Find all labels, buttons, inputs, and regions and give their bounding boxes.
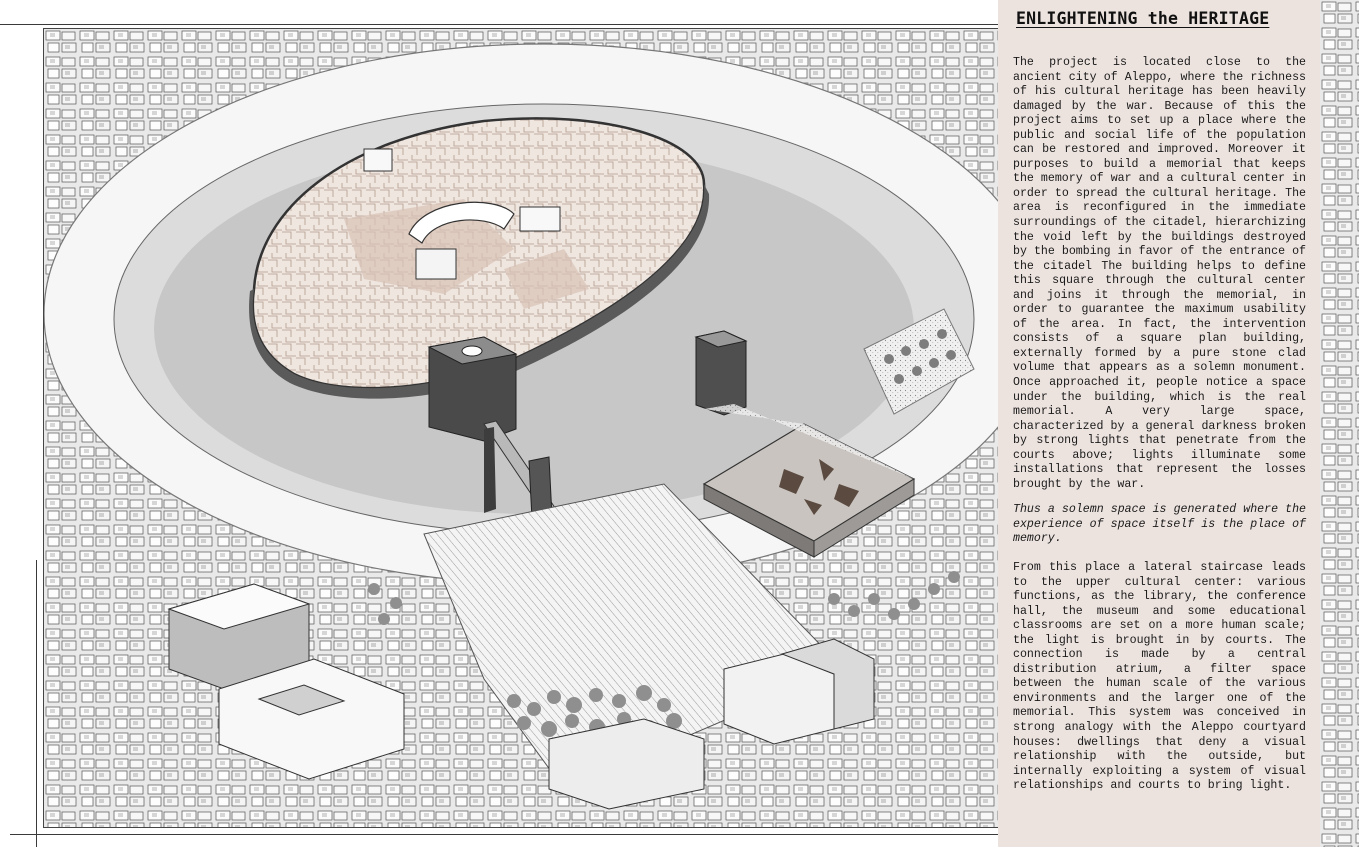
entrance-tower-opening — [462, 346, 482, 356]
axonometric-site-drawing — [43, 28, 1001, 828]
site-plan-svg — [44, 29, 1000, 827]
description-paragraph: The project is located close to the ancient city of Aleppo, where the richness of his cultural heritage has been heavily damaged by the war. Because of this the project aims to set up a place where the public and social life of the population can be restored and improved. Moreover it purposes to build a memorial that keeps the memory of war and a cultural center in order to spread the cultural heritage. The area is reconfigured in the immediate surroundings of the citadel, hierarchizing the void left by the buildings destroyed by the bombing in favor of the entrance of the citadel The building helps to define this square through the cultural center and joins it through the memorial, in order to guarantee the maximum usability of the area. In fact, the intervention consists of a square plan building, externally formed by a pure stone clad volume that appears as a solemn monument. Once approached it, people notice a space under the building, which is the real memorial. A very large space, characterized by a general darkness broken by strong lights that penetrate from the courts above; lights illuminate some installations that represent the losses brought by the war. — [1013, 56, 1306, 491]
right-edge-strip — [1320, 0, 1359, 847]
description-paragraph: From this place a lateral staircase leads to the upper cultural center: various functions, as the library, the conference hall, the museum and some educational classrooms are set on a more human scale; the light is brought in by courts. The connection is made by a central distribution atrium, a filter space between the human scale of the various environments and the larger one of the memorial. This system was conceived in strong analogy with the Aleppo courtyard houses: dwellings that deny a visual relationship with the outside, but internally exploiting a system of visual relationships and courts to bring light. — [1013, 561, 1306, 793]
citadel-building — [364, 149, 392, 171]
frame-line-left — [36, 560, 37, 847]
bridge-pier — [484, 427, 496, 513]
frame-line-bottom — [10, 834, 998, 835]
description-paragraph-italic: Thus a solemn space is generated where the experience of space itself is the place of memory. — [1013, 503, 1306, 546]
description-panel — [998, 0, 1320, 847]
right-edge-city-svg — [1320, 0, 1359, 847]
frame-line-top — [0, 24, 1000, 25]
panel-title: ENLIGHTENING the HERITAGE — [1016, 9, 1270, 28]
citadel-building — [416, 249, 456, 279]
citadel-building — [520, 207, 560, 231]
